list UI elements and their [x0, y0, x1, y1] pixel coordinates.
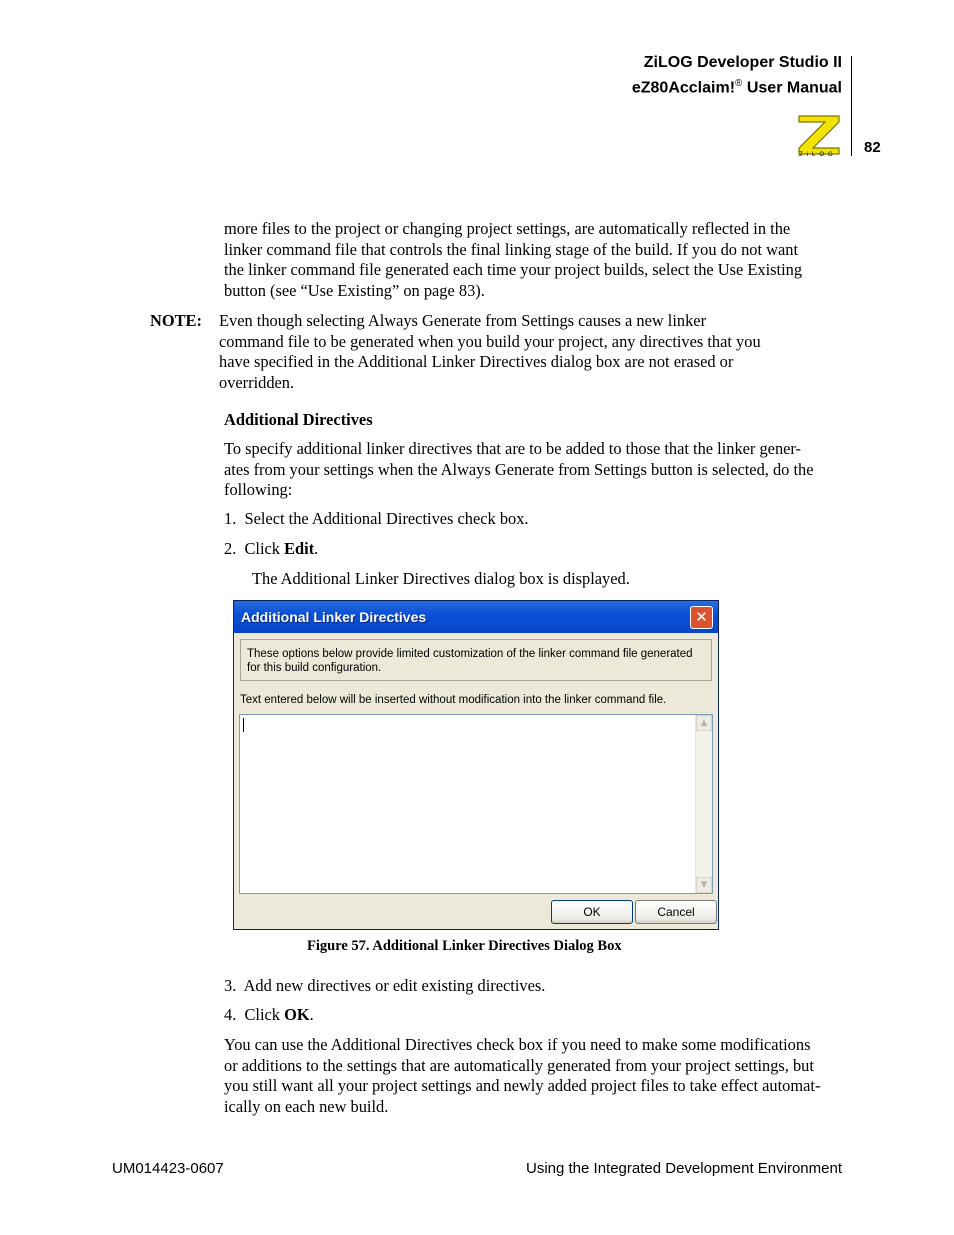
scroll-down-icon[interactable]: ▼ [696, 877, 712, 893]
text-caret [243, 718, 244, 732]
close-icon[interactable]: ✕ [690, 606, 713, 629]
info-group-box [240, 639, 712, 681]
closing-paragraph: You can use the Additional Directives check box if you need to make some modifications or additions to the settings that are automatically generated from your project settings, but you still want all your project settings and newly added project files to take effect automat- ically on each new build. [224, 1035, 821, 1116]
dialog-title-bar [234, 601, 718, 633]
doc-title [632, 52, 842, 98]
note-text: Even though selecting Always Generate from Settings causes a new linker command file to be generated when you build your project, any directives that you have specified in the Additional Linker Directives dialog box are not erased or overridden. [219, 311, 761, 392]
zilog-logo: ZiLOG [795, 112, 843, 162]
scroll-up-icon[interactable]: ▲ [696, 715, 712, 731]
footer-doc-id: UM014423-0607 [112, 1160, 224, 1177]
ok-button[interactable]: OK [551, 900, 633, 924]
note-label: NOTE: [150, 311, 202, 330]
doc-title-line1: ZiLOG Developer Studio II [643, 54, 842, 71]
footer-section: Using the Integrated Development Environment [525, 1160, 842, 1177]
section-paragraph: To specify additional linker directives that are to be added to those that the linker gener- ates from your settings when the Always Generate from Settings button is selected, do the following: [224, 439, 814, 500]
section-heading: Additional Directives [224, 410, 373, 429]
info-text: These options below provide limited customization of the linker command file generated for this build configuration. [247, 648, 693, 674]
vertical-scrollbar[interactable] [695, 715, 712, 893]
doc-title-line2: eZ80Acclaim!® User Manual [631, 78, 842, 97]
additional-linker-directives-dialog [233, 600, 719, 930]
step-4: 4. Click OK. [224, 1005, 314, 1024]
figure-caption: Figure 57. Additional Linker Directives Dialog Box [307, 938, 622, 954]
directives-textarea[interactable] [239, 714, 713, 894]
cancel-button[interactable]: Cancel [635, 900, 717, 924]
step-2-result: The Additional Linker Directives dialog box is displayed. [252, 569, 630, 588]
step-2: 2. Click Edit. [224, 539, 319, 558]
intro-paragraph: more files to the project or changing project settings, are automatically reflected in the linker command file that controls the final linking stage of the build. If you do not want the linker command file generated each time your project builds, select the Use Existing button (see “Use Existing” on page 83). [224, 219, 803, 300]
dialog-title: Additional Linker Directives [241, 609, 427, 625]
page-number: 82 [864, 139, 881, 156]
step-1: 1. Select the Additional Directives check box. [224, 509, 529, 528]
step-3: 3. Add new directives or edit existing directives. [224, 976, 546, 995]
instruction-label: Text entered below will be inserted without modification into the linker command file. [240, 694, 667, 706]
header-divider [851, 56, 852, 156]
